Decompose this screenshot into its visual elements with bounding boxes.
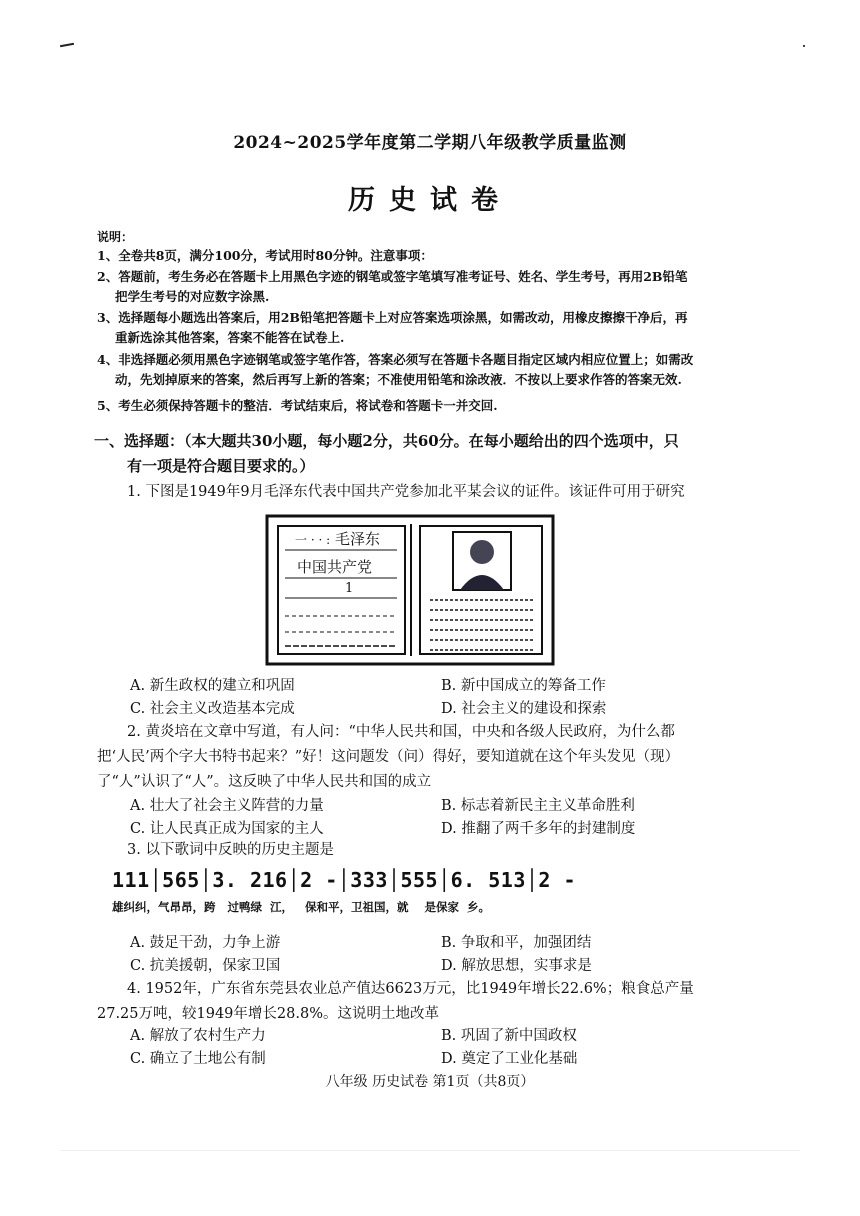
instruction-text-cont: 动，先划掉原来的答案，然后再写上新的答案；不准使用铅笔和涂改液．不按以上要求作答的答案无效. — [115, 372, 682, 387]
question-4-stem — [97, 977, 777, 1027]
instruction-item-5 — [97, 396, 767, 416]
certificate-number: 1 — [345, 581, 354, 596]
q3-option-d: D. 解放思想，实事求是 — [441, 958, 592, 974]
q4-option-b: B. 巩固了新中国政权 — [441, 1028, 577, 1044]
section-heading — [94, 429, 774, 479]
svg-text:一 · · :: 一 · · : — [295, 533, 331, 547]
certificate-image — [265, 514, 555, 666]
certificate-party: 中国共产党 — [297, 558, 373, 576]
scan-dot — [803, 45, 805, 47]
music-notation: 111│565│3. 216│2 -│333│555│6. 513│2 - — [112, 868, 577, 892]
question-2-stem — [97, 720, 777, 795]
instruction-text: 1、全卷共8页，满分100分，考试用时80分钟。注意事项： — [97, 248, 433, 263]
question-text: 1. 下图是1949年9月毛泽东代表中国共产党参加北平某会议的证件。该证件可用于研究 — [127, 484, 685, 500]
q2-option-b: B. 标志着新民主主义革命胜利 — [441, 798, 635, 814]
exam-title: 历史试卷 — [348, 185, 512, 216]
q1-option-c: C. 社会主义改造基本完成 — [130, 701, 295, 717]
instruction-item-4 — [97, 350, 767, 390]
question-text: 3. 以下歌词中反映的历史主题是 — [127, 842, 334, 858]
q4-option-a: A. 解放了农村生产力 — [130, 1028, 266, 1044]
question-1-stem — [97, 480, 777, 505]
q4-option-d: D. 奠定了工业化基础 — [441, 1051, 578, 1067]
divider — [60, 1150, 800, 1151]
q2-option-a: A. 壮大了社会主义阵营的力量 — [130, 798, 324, 814]
instruction-text: 3、选择题每小题选出答案后，用2B铅笔把答题卡上对应答案选项涂黑，如需改动，用橡皮擦擦干净后，再 — [97, 310, 688, 325]
scan-mark — [60, 43, 74, 47]
music-lyrics: 雄纠纠，气昂昂，跨 过鸭绿 江， 保和平，卫祖国，就 是保家 乡。 — [112, 900, 491, 914]
q3-option-c: C. 抗美援朝，保家卫国 — [130, 958, 281, 974]
q2-option-d: D. 推翻了两千多年的封建制度 — [441, 821, 636, 837]
question-text: 2. 黄炎培在文章中写道，有人问：“中华人民共和国，中央和各级人民政府，为什么都 — [127, 724, 675, 740]
instruction-text-cont: 重新选涂其他答案，答案不能答在试卷上. — [115, 330, 345, 345]
question-text: 把‘人民’两个字大书特书起来？”好！这问题发（问）得好，要知道就在这个年头发见（现） — [97, 749, 680, 765]
instruction-text-cont: 把学生考号的对应数字涂黑. — [115, 289, 270, 304]
q1-option-a: A. 新生政权的建立和巩固 — [130, 678, 295, 694]
certificate-name: 毛泽东 — [335, 530, 381, 548]
exam-subtitle: 2024~2025学年度第二学期八年级教学质量监测 — [233, 133, 627, 153]
q4-option-c: C. 确立了土地公有制 — [130, 1051, 266, 1067]
question-text: 了“人”认识了“人”。这反映了中华人民共和国的成立 — [97, 774, 432, 790]
q1-option-d: D. 社会主义的建设和探索 — [441, 701, 607, 717]
instructions-heading: 说明： — [97, 230, 134, 244]
instruction-text: 4、非选择题必须用黑色字迹钢笔或签字笔作答，答案必须写在答题卡各题目指定区域内相应位置上；如需改 — [97, 352, 694, 367]
question-3-stem — [97, 838, 777, 863]
q3-option-a: A. 鼓足干劲，力争上游 — [130, 935, 281, 951]
instruction-item-2 — [97, 267, 767, 307]
section-heading-line2: 有一项是符合题目要求的。） — [127, 457, 315, 475]
page-footer: 八年级 历史试卷 第1页（共8页） — [325, 1074, 535, 1090]
question-text: 27.25万吨，较1949年增长28.8%。这说明土地改革 — [97, 1006, 439, 1022]
section-heading-line1: 一、选择题：（本大题共30小题，每小题2分，共60分。在每小题给出的四个选项中，只 — [94, 432, 679, 450]
q3-option-b: B. 争取和平，加强团结 — [441, 935, 592, 951]
instruction-item-3 — [97, 308, 767, 348]
q1-option-b: B. 新中国成立的筹备工作 — [441, 678, 606, 694]
question-text: 4. 1952年，广东省东莞县农业总产值达6623万元，比1949年增长22.6%；粮食总产量 — [127, 981, 694, 997]
instruction-item-1 — [97, 246, 767, 266]
instruction-text: 2、答题前，考生务必在答题卡上用黑色字迹的钢笔或签字笔填写准考证号、姓名、学生考号，再用2B铅笔 — [97, 269, 688, 284]
q2-option-c: C. 让人民真正成为国家的主人 — [130, 821, 324, 837]
instruction-text: 5、考生必须保持答题卡的整洁．考试结束后，将试卷和答题卡一并交回. — [97, 398, 498, 413]
